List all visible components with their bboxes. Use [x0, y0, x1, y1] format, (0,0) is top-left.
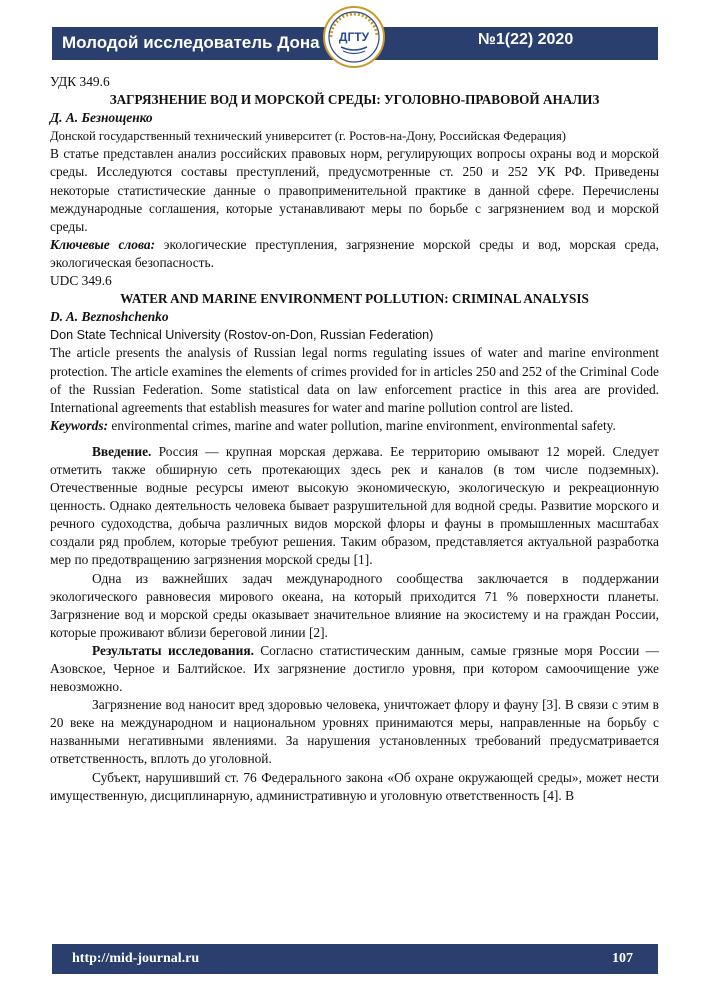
article-title-en: WATER AND MARINE ENVIRONMENT POLLUTION: CRIMINAL ANALYSIS	[120, 291, 589, 307]
university-logo	[323, 6, 385, 68]
body-paragraph-4: Загрязнение вод наносит вред здоровью человека, уничтожает флору и фауну [3]. В связи с этим в 20 веке на международном и национальном уровнях принимаются меры, направленные на борьбу с названными негативными явлениями. За нарушения установленных требований предусматривается ответственность, вплоть до уголовной.	[50, 697, 659, 767]
affiliation-en: Don State Technical University (Rostov-on-Don, Russian Federation)	[50, 328, 434, 343]
svg-text:ДГТУ: ДГТУ	[338, 30, 370, 44]
body-paragraph-1	[50, 443, 659, 570]
journal-title: Молодой исследователь Дона	[62, 33, 320, 52]
body-paragraph-2: Одна из важнейших задач международного сообщества заключается в поддержании экологического равновесия мирового океана, на который приходится 71 % поверхности планеты. Загрязнение вод и морской среды оказывает значительное влияние на экосистему и на граждан России, которые проживают вблизи береговой линии [2].	[50, 570, 659, 640]
page-number: 107	[612, 951, 633, 966]
intro-heading: Введение.	[92, 443, 152, 459]
abstract-ru: В статье представлен анализ российских правовых норм, регулирующих вопросы охраны вод и морской среды. Исследуются составы преступлений, предусмотренные ст. 250 и 252 УК РФ. Приведены некоторые статистические данные о правоприменительной практике в данной сфере. Перечислены международные соглашения, которые устанавливают меры по борьбе с загрязнением вод и морской среды.	[50, 146, 659, 234]
udc-en: UDC 349.6	[50, 273, 112, 289]
body-paragraph-3-text: Согласно статистическим данным, самые грязные моря России — Азовское, Черное и Балтийское. Их загрязнение достигло уровня, при котором самоочищение уже невозможно.	[50, 642, 659, 695]
keywords-ru	[50, 236, 659, 272]
affiliation-ru: Донской государственный технический университет (г. Ростов-на-Дону, Российская Федерация)	[50, 129, 566, 144]
udc-ru: УДК 349.6	[50, 74, 110, 89]
keywords-label-ru: Ключевые слова:	[50, 236, 156, 252]
body-paragraph-5: Субъект, нарушивший ст. 76 Федерального закона «Об охране окружающей среды», может нести имущественную, дисциплинарную, административную и уголовную ответственность [4]. В	[50, 769, 659, 803]
keywords-text-ru: экологические преступления, загрязнение морской среды и вод, морская среда, экологическая безопасность.	[50, 236, 659, 270]
results-heading: Результаты исследования.	[92, 642, 254, 658]
author-en: D. A. Beznoshchenko	[50, 309, 169, 325]
footer-url-link[interactable]: http://mid-journal.ru	[72, 951, 200, 966]
keywords-en	[50, 417, 659, 435]
article-title-ru: ЗАГРЯЗНЕНИЕ ВОД И МОРСКОЙ СРЕДЫ: УГОЛОВНО-ПРАВОВОЙ АНАЛИЗ	[109, 92, 600, 108]
article-content	[50, 73, 659, 805]
keywords-label-en: Keywords:	[50, 417, 109, 433]
keywords-text-en: environmental crimes, marine and water pollution, marine environment, environmental safety.	[108, 417, 616, 433]
author-ru: Д. А. Безнощенко	[50, 110, 153, 126]
body-paragraph-1-text: Россия — крупная морская держава. Ее территорию омывают 12 морей. Следует отметить также обширную сеть протекающих здесь рек и каналов (в том числе подземных). Отечественные водные ресурсы имеют высокую экономическую, экологическую и рекреационную ценность. Однако деятельность человека бывает разрушительной для водной среды. Развитие морского и речного судоходства, добыча различных видов морской флоры и фауны в промышленных масштабах создали ряд проблем, которые требуют решения. Таким образом, представляется актуальной разработка мер по предотвращению загрязнения морской среды [1].	[50, 443, 659, 568]
body-paragraph-3	[50, 642, 659, 696]
issue-number: №1(22) 2020	[478, 31, 574, 48]
abstract-en: The article presents the analysis of Russian legal norms regulating issues of water and marine environment protection. The article examines the elements of crimes provided for in articles 250 and 252 of the Criminal Code of the Russian Federation. Some statistical data on law enforcement practice in this area are provided. International agreements that establish measures for water and marine pollution control are listed.	[50, 345, 659, 415]
